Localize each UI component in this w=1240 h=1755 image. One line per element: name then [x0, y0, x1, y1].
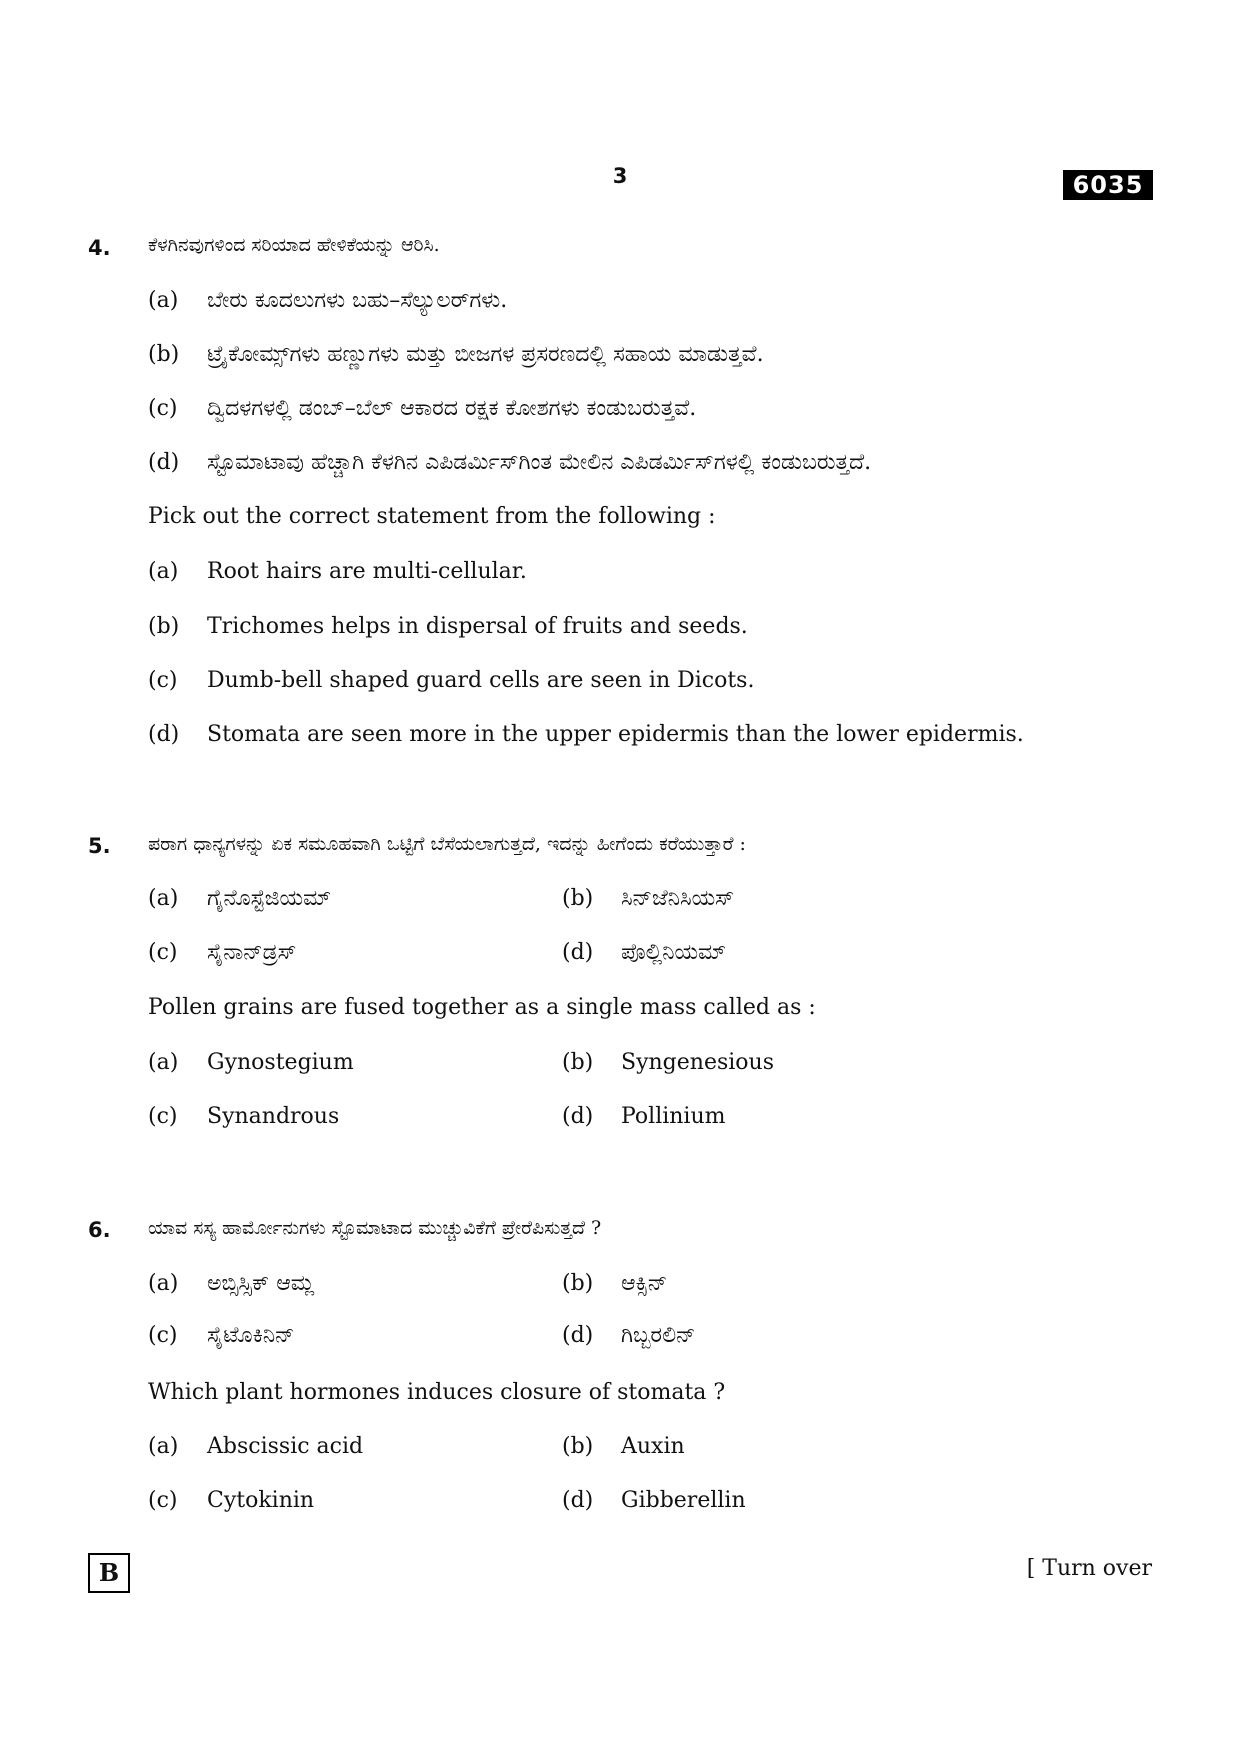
question-number: 6.: [88, 1218, 111, 1242]
page-number: 3: [612, 164, 628, 188]
question-set-badge: B: [88, 1553, 130, 1593]
question-text-kannada: ಯಾವ ಸಸ್ಯ ಹಾರ್ಮೋನುಗಳು ಸ್ಟೊಮಾಟಾದ ಮುಚ್ಚುವಿಕೆಗೆ ಪ್ರೇರೆಪಿಸುತ್ತದೆ ?: [148, 1217, 602, 1239]
question-text-english: Pick out the correct statement from the following :: [148, 504, 716, 529]
paper-code-badge: 6035: [1063, 170, 1153, 200]
question-number: 5.: [88, 834, 111, 858]
turn-over-note: [ Turn over: [1026, 1556, 1152, 1581]
question-text-english: Which plant hormones induces closure of stomata ?: [148, 1380, 726, 1405]
question-text-kannada: ಕೆಳಗಿನವುಗಳಿಂದ ಸರಿಯಾದ ಹೇಳಿಕೆಯನ್ನು ಆರಿಸಿ.: [148, 234, 440, 256]
question-text-english: Pollen grains are fused together as a single mass called as :: [148, 995, 816, 1020]
question-number: 4.: [88, 236, 111, 260]
question-text-kannada: ಪರಾಗ ಧಾನ್ಯಗಳನ್ನು ಏಕ ಸಮೂಹವಾಗಿ ಒಟ್ಟಿಗೆ ಬೆಸೆಯಲಾಗುತ್ತದೆ, ಇದನ್ನು ಹೀಗೆಂದು ಕರೆಯುತ್ತಾರೆ :: [148, 833, 746, 855]
